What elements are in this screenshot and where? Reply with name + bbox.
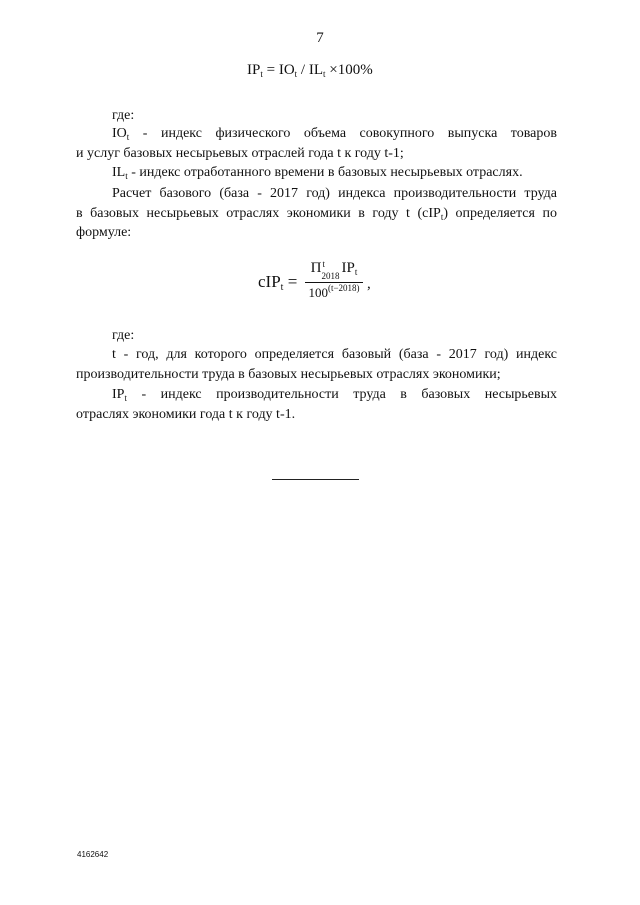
formula-cip-denominator (303, 285, 365, 302)
para-line1: Расчет базового (база - 2017 год) индекса производительности труда (112, 186, 557, 201)
formula-cip-pi-sub: 2018 (321, 271, 340, 281)
formula-ip-div: / (300, 62, 306, 78)
def-ip-symbol-sub: t (124, 393, 127, 403)
para-line2-a: в базовых несырьевых отраслях экономики в году t (cIP (76, 206, 441, 221)
def-il-symbol: IL (112, 165, 126, 180)
formula-ip-io: IO (278, 62, 295, 78)
def-il-text: - индекс отработанного времени в базовых несырьевых отраслях. (127, 165, 523, 180)
para-line2-sub: t (440, 212, 444, 222)
def-ip-symbol: IP (112, 387, 125, 402)
para-line2 (76, 206, 557, 222)
formula-cip-num-ip-sub: t (354, 267, 358, 277)
formula-ip-il: IL (308, 62, 324, 78)
def-il (112, 165, 523, 181)
where-label-1: где: (112, 108, 135, 123)
def-io-symbol-sub: t (126, 132, 130, 142)
para-line2-b: ) определяется по (443, 206, 557, 221)
formula-cip-comma: , (367, 276, 371, 292)
def-il-symbol-sub: t (125, 171, 128, 181)
formula-cip-den-base: 100 (308, 285, 328, 300)
formula-cip-num-ip: IP (341, 260, 355, 276)
def-t-line2: производительности труда в базовых несырьевых отраслях экономики; (76, 367, 501, 382)
formula-cip-den-exp: (t−2018) (327, 283, 360, 293)
formula-cip-pi-sup: t (322, 259, 325, 269)
def-io-line2: и услуг базовых несырьевых отраслей года t к году t-1; (76, 146, 404, 161)
para-line3: формуле: (76, 225, 132, 240)
def-ip-text1: - индекс производительности труда в базовых несырьевых (126, 387, 557, 402)
document-id: 4162642 (77, 850, 109, 859)
formula-ip-il-sub: t (323, 69, 326, 79)
formula-cip-lhs (258, 272, 297, 292)
formula-cip-eq: = (287, 272, 298, 291)
closing-rule (272, 479, 359, 480)
page-number: 7 (316, 30, 324, 46)
formula-ip-eq: = (266, 62, 276, 78)
formula-cip-numerator (303, 259, 365, 281)
formula-ip-io-sub: t (294, 69, 298, 79)
def-ip-line1 (112, 387, 557, 403)
def-t-line1: t - год, для которого определяется базовый (база - 2017 год) индекс (112, 347, 557, 362)
formula-ip (247, 62, 373, 79)
formula-ip-tail: ×100% (329, 62, 373, 78)
def-io-line1 (112, 126, 557, 142)
def-io-symbol: IO (112, 126, 127, 141)
formula-cip-lhs-text: cIP (258, 272, 281, 291)
formula-ip-lhs-sub: t (260, 69, 263, 79)
formula-ip-lhs: IP (247, 62, 261, 78)
def-io-text1: - индекс физического объема совокупного выпуска товаров (129, 126, 557, 141)
formula-cip-pi: Π (310, 260, 322, 276)
where-label-2: где: (112, 328, 135, 343)
def-ip-line2: отраслях экономики года t к году t-1. (76, 407, 296, 422)
formula-cip-lhs-sub: t (280, 282, 284, 293)
